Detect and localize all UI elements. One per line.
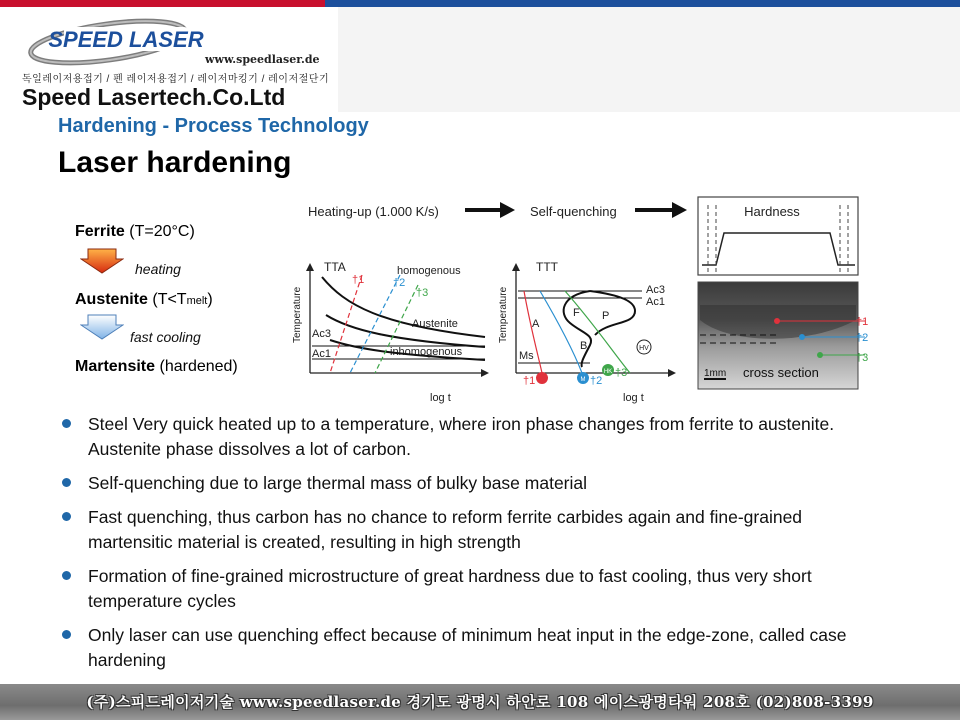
phase-martensite-condition: (hardened): [159, 358, 238, 375]
bullet-dot-icon: [62, 419, 71, 428]
bullet-item: [60, 623, 890, 673]
tta-inhomogenous-label: inhomogenous: [390, 346, 463, 358]
bullet-item: [60, 412, 890, 462]
ttt-t3-label: †3: [615, 367, 628, 379]
phase-ferrite-name: Ferrite: [75, 223, 125, 240]
phase-ferrite: [75, 223, 195, 241]
ttt-a-label: A: [532, 318, 540, 330]
tta-ylabel: Temperature: [292, 286, 303, 343]
hardness-chart: [698, 197, 858, 275]
company-name: Speed Lasertech.Co.Ltd: [22, 84, 286, 110]
section-t1-label: †1: [856, 316, 869, 328]
bullet-list: [60, 412, 890, 682]
tta-austenite-label: Austenite: [412, 318, 458, 330]
phase-austenite-condition-post: ): [207, 291, 213, 308]
ttt-p-label: P: [602, 310, 610, 322]
bullet-item: [60, 505, 890, 555]
top-accent-bar-blue: [325, 0, 960, 7]
tta-diagram: [292, 260, 489, 404]
slide-subtitle: Hardening - Process Technology: [58, 115, 369, 137]
heating-label: heating: [135, 261, 181, 277]
bullet-item: [60, 564, 890, 614]
company-tagline: 독일레이저용접기 / 펜 레이저용접기 / 레이저마킹기 / 레이저절단기: [22, 74, 330, 85]
ttt-ms-label: Ms: [519, 350, 534, 362]
arrow-right-icon: [465, 202, 515, 218]
cooling-label: fast cooling: [130, 329, 201, 345]
phase-ferrite-condition: (T=20°C): [129, 223, 195, 240]
phase-austenite: [75, 291, 213, 309]
header-background: [338, 7, 960, 112]
phase-martensite: [75, 358, 238, 376]
hardness-title: Hardness: [744, 204, 800, 219]
bullet-dot-icon: [62, 512, 71, 521]
bullet-dot-icon: [62, 478, 71, 487]
self-quenching-label: Self-quenching: [530, 204, 617, 219]
phase-austenite-condition-sub: melt: [186, 295, 208, 307]
ttt-hv-label: HV: [639, 345, 649, 352]
speedlaser-logo: [28, 12, 218, 72]
heating-arrow-icon: [80, 248, 124, 274]
arrow-right-icon: [635, 202, 687, 218]
bullet-dot-icon: [62, 571, 71, 580]
ttt-ac3-label: Ac3: [646, 284, 665, 296]
tta-xlabel: log t: [430, 392, 451, 404]
bullet-item: [60, 471, 890, 496]
slide-title: Laser hardening: [58, 146, 292, 179]
ttt-b-label: B: [580, 340, 588, 352]
tta-title: TTA: [324, 260, 346, 274]
phase-austenite-condition-pre: (T<T: [152, 291, 187, 308]
ttt-t2-label: †2: [590, 375, 603, 387]
section-t2-label: †2: [856, 332, 869, 344]
bullet-dot-icon: [62, 630, 71, 639]
section-scale-label: 1mm: [704, 368, 727, 379]
phase-austenite-name: Austenite: [75, 291, 148, 308]
ttt-diagram: [498, 260, 676, 404]
tta-ac3-label: Ac3: [312, 328, 331, 340]
footer-contact-text: (주)스피드레이저기술 www.speedlaser.de 경기도 광명시 하안로 108 에이스광명타워 208호 (02)808-3399: [86, 693, 874, 711]
ttt-title: TTT: [536, 260, 558, 274]
logo-url: www.speedlaser.de: [205, 53, 320, 66]
phase-martensite-name: Martensite: [75, 358, 156, 375]
tta-t2-label: †2: [393, 277, 406, 289]
ttt-hk-marker-label: HK: [603, 369, 613, 375]
tta-ac1-label: Ac1: [312, 348, 331, 360]
section-caption: cross section: [743, 365, 819, 380]
bullet-text: Only laser can use quenching effect because of minimum heat input in the edge-zone, called case hardening: [88, 625, 847, 670]
cooling-arrow-icon: [80, 314, 124, 340]
bullet-text: Steel Very quick heated up to a temperature, where iron phase changes from ferrite to austenite. Austenite phase dissolves a lot of carbon.: [88, 414, 835, 459]
footer-bar: [0, 684, 960, 720]
hardening-process-figure: [290, 195, 870, 407]
heating-rate-label: Heating-up (1.000 K/s): [308, 204, 439, 219]
bullet-text: Formation of fine-grained microstructure of great hardness due to fast cooling, thus very short temperature cycles: [88, 566, 812, 611]
ttt-f-label: F: [573, 307, 580, 319]
ttt-m-marker-label: M: [580, 377, 586, 383]
section-t3-label: †3: [856, 352, 869, 364]
tta-t3-label: †3: [416, 287, 429, 299]
ttt-ylabel: Temperature: [498, 286, 509, 343]
logo-wordmark: SPEED LASER: [48, 27, 204, 52]
ttt-xlabel: log t: [623, 392, 644, 404]
top-accent-bar-red: [0, 0, 325, 7]
ttt-ac1-label: Ac1: [646, 296, 665, 308]
bullet-text: Fast quenching, thus carbon has no chance to reform ferrite carbides again and fine-grained martensitic material is created, resulting in high strength: [88, 507, 803, 552]
ttt-t1-label: †1: [523, 375, 536, 387]
bullet-text: Self-quenching due to large thermal mass of bulky base material: [88, 473, 588, 493]
cross-section-micrograph: [698, 282, 868, 389]
tta-t1-label: †1: [352, 274, 365, 286]
tta-homogenous-label: homogenous: [397, 265, 461, 277]
